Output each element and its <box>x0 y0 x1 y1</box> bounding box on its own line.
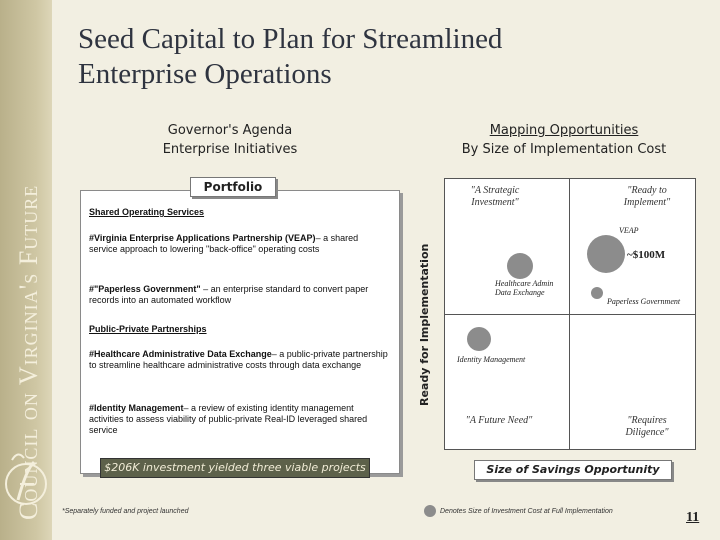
x-axis-label: Size of Savings Opportunity <box>474 460 672 480</box>
left-column-header <box>130 121 330 159</box>
portfolio-item-identity <box>89 403 389 436</box>
veap-cost: ~$100M <box>627 249 666 261</box>
legend-text: Denotes Size of Investment Cost at Full Implementation <box>440 508 613 515</box>
portfolio-tab: Portfolio <box>190 177 276 197</box>
veap-label: VEAP <box>619 226 639 235</box>
org-name: Council on Virginia's Future <box>14 184 43 520</box>
portfolio-item-healthcare <box>89 349 389 371</box>
section-shared-operating-services: Shared Operating Services <box>89 207 205 217</box>
item-paperless-title: #"Paperless Government" <box>89 284 201 294</box>
right-header-line-2: By Size of Implementation Cost <box>461 142 667 157</box>
quadrant-future-need: "A Future Need" <box>465 415 533 426</box>
section-public-private-partnerships: Public-Private Partnerships <box>89 324 207 334</box>
right-column-header <box>430 121 698 159</box>
portfolio-item-veap <box>89 233 389 255</box>
page-number: 11 <box>686 510 700 525</box>
investment-banner: $206K investment yielded three viable projects <box>100 458 370 478</box>
item-identity-desc: – a review of existing identity management activities to assess viability of public-private Real-ID leveraged shared service <box>89 403 368 435</box>
title-line-1: Seed Capital to Plan for Streamlined <box>78 23 503 55</box>
quadrant-strategic-investment: "A Strategic Investment" <box>470 185 520 208</box>
y-axis-label: Ready for Implementation <box>418 243 431 406</box>
council-logo-icon <box>4 440 48 528</box>
title-line-2: Enterprise Operations <box>78 58 332 90</box>
quadrant-requires-diligence: "Requires Diligence" <box>625 415 669 438</box>
item-healthcare-desc: – a public-private partnership to streamline healthcare administrative costs through data exchange <box>89 349 388 370</box>
healthcare-bubble <box>507 253 533 279</box>
identity-label: Identity Management <box>457 355 526 364</box>
right-header-line-1: Mapping Opportunities <box>489 123 639 138</box>
slide-title <box>78 22 698 92</box>
quadrant-ready-to-implement: "Ready to Implement" <box>623 185 671 208</box>
portfolio-box <box>80 190 400 474</box>
item-veap-desc: – a shared service approach to lowering "back-office" operating costs <box>89 233 359 254</box>
footnote: *Separately funded and project launched <box>62 508 189 515</box>
item-healthcare-title: #Healthcare Administrative Data Exchange <box>89 349 272 359</box>
item-identity-title: #Identity Management <box>89 403 184 413</box>
item-paperless-desc: – an enterprise standard to convert paper records into an automated workflow <box>89 284 369 305</box>
veap-bubble <box>587 235 625 273</box>
identity-bubble <box>467 327 491 351</box>
paperless-bubble <box>591 287 603 299</box>
portfolio-item-paperless <box>89 284 389 306</box>
sidebar-banner <box>0 0 52 540</box>
legend-bubble <box>424 505 436 517</box>
paperless-label: Paperless Government <box>607 297 681 306</box>
left-header-line-1: Governor's Agenda <box>167 123 293 138</box>
left-header-line-2: Enterprise Initiatives <box>162 142 298 157</box>
opportunity-matrix <box>444 178 696 450</box>
item-veap-title: #Virginia Enterprise Applications Partnership (VEAP) <box>89 233 316 243</box>
matrix-horizontal-divider <box>445 314 695 315</box>
healthcare-label: Healthcare Admin Data Exchange <box>495 279 554 297</box>
